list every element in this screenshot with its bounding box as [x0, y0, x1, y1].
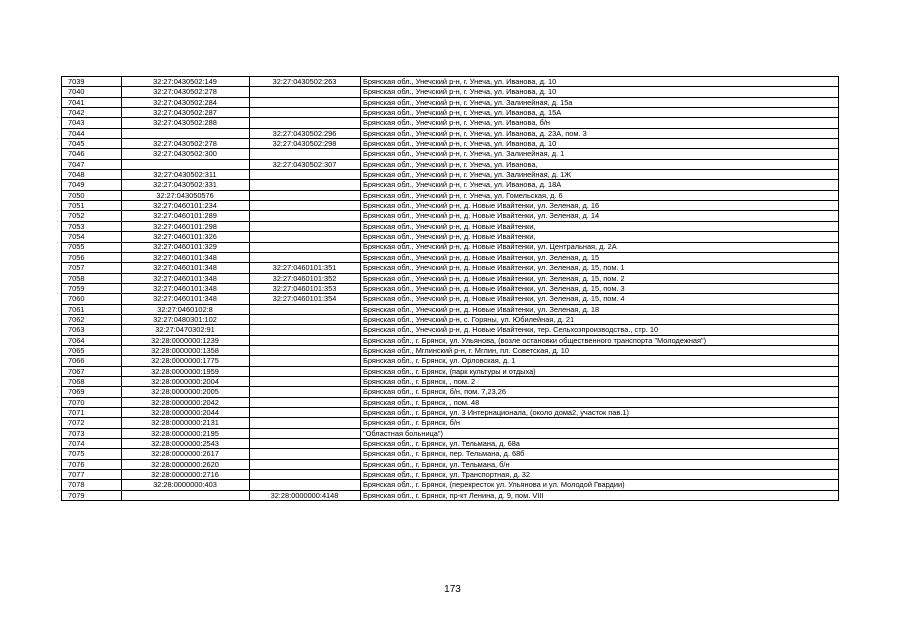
- address-cell: Брянская обл., Унечский р-н, д. Новые Ивайтенки, ул. Центральная, д. 2А: [361, 242, 839, 252]
- cadastral-number-cell: 32:27:0430502:284: [122, 97, 250, 107]
- parent-cadastral-number-cell: [250, 459, 361, 469]
- table-row: [62, 252, 839, 262]
- address-cell: Брянская обл., Унечский р-н, г. Унеча, ул. Залинейная, д. 1Ж: [361, 170, 839, 180]
- parent-cadastral-number-cell: [250, 408, 361, 418]
- table-row: [62, 428, 839, 438]
- cadastral-number-cell: 32:27:0460101:348: [122, 283, 250, 293]
- cadastral-number-cell: 32:27:0460101:348: [122, 263, 250, 273]
- table-row: [62, 294, 839, 304]
- parent-cadastral-number-cell: 32:27:0460101:352: [250, 273, 361, 283]
- table-row: [62, 325, 839, 335]
- table-row: [62, 221, 839, 231]
- cadastral-number-cell: 32:27:0460101:326: [122, 232, 250, 242]
- parent-cadastral-number-cell: [250, 418, 361, 428]
- cadastral-number-cell: 32:28:0000000:2716: [122, 470, 250, 480]
- row-number-cell: 7065: [62, 345, 122, 355]
- parent-cadastral-number-cell: 32:27:0430502:307: [250, 159, 361, 169]
- parent-cadastral-number-cell: [250, 439, 361, 449]
- row-number-cell: 7064: [62, 335, 122, 345]
- parent-cadastral-number-cell: [250, 325, 361, 335]
- address-cell: Брянская обл., г. Брянск, , пом. 2: [361, 376, 839, 386]
- address-cell: Брянская обл., г. Брянск, (парк культуры и отдыха): [361, 366, 839, 376]
- cadastral-number-cell: 32:28:0000000:2617: [122, 449, 250, 459]
- cadastral-number-cell: 32:27:0430502:287: [122, 108, 250, 118]
- parent-cadastral-number-cell: [250, 118, 361, 128]
- cadastral-number-cell: 32:28:0000000:2044: [122, 408, 250, 418]
- address-cell: Брянская обл., Унечский р-н, г. Унеча, ул. Иванова, д. 10: [361, 77, 839, 87]
- cadastral-number-cell: 32:27:0430502:288: [122, 118, 250, 128]
- parent-cadastral-number-cell: [250, 397, 361, 407]
- table-row: [62, 418, 839, 428]
- cadastral-number-cell: 32:27:0430502:278: [122, 139, 250, 149]
- row-number-cell: 7041: [62, 97, 122, 107]
- table-row: [62, 159, 839, 169]
- cadastral-number-cell: 32:27:0460101:289: [122, 211, 250, 221]
- parent-cadastral-number-cell: [250, 170, 361, 180]
- cadastral-number-cell: 32:27:0460102:8: [122, 304, 250, 314]
- address-cell: Брянская обл., Унечский р-н, г. Унеча, ул. Иванова, д. 10: [361, 139, 839, 149]
- page-number: 173: [444, 584, 461, 595]
- row-number-cell: 7078: [62, 480, 122, 490]
- address-cell: Брянская обл., Унечский р-н, д. Новые Ивайтенки,: [361, 221, 839, 231]
- address-cell: Брянская обл., Унечский р-н, д. Новые Ивайтенки, тер. Сельхозпроизводства., стр. 10: [361, 325, 839, 335]
- address-cell: Брянская обл., г. Брянск, ул. Орловская, д. 1: [361, 356, 839, 366]
- table-row: [62, 139, 839, 149]
- address-cell: Брянская обл., Унечский р-н, г. Унеча, ул. Залинейная, д. 15а: [361, 97, 839, 107]
- cadastral-number-cell: 32:28:0000000:2131: [122, 418, 250, 428]
- table-row: [62, 263, 839, 273]
- table-row: [62, 211, 839, 221]
- cadastral-number-cell: 32:27:0430502:278: [122, 87, 250, 97]
- row-number-cell: 7070: [62, 397, 122, 407]
- row-number-cell: 7050: [62, 190, 122, 200]
- table-row: [62, 242, 839, 252]
- cadastral-number-cell: 32:27:0430502:149: [122, 77, 250, 87]
- table-row: [62, 77, 839, 87]
- cadastral-number-cell: 32:27:0460101:348: [122, 252, 250, 262]
- table-row: [62, 335, 839, 345]
- table-row: [62, 356, 839, 366]
- row-number-cell: 7048: [62, 170, 122, 180]
- row-number-cell: 7055: [62, 242, 122, 252]
- parent-cadastral-number-cell: [250, 470, 361, 480]
- table-row: [62, 97, 839, 107]
- table-row: [62, 314, 839, 324]
- table-row: [62, 439, 839, 449]
- address-cell: Брянская обл., г. Брянск, пер. Тельмана, д. 68б: [361, 449, 839, 459]
- table-row: [62, 108, 839, 118]
- parent-cadastral-number-cell: [250, 242, 361, 252]
- table-row: [62, 201, 839, 211]
- row-number-cell: 7042: [62, 108, 122, 118]
- address-cell: Брянская обл., Унечский р-н, г. Унеча, ул. Иванова, д. 15А: [361, 108, 839, 118]
- parent-cadastral-number-cell: [250, 180, 361, 190]
- row-number-cell: 7054: [62, 232, 122, 242]
- table-row: [62, 397, 839, 407]
- parent-cadastral-number-cell: [250, 480, 361, 490]
- parent-cadastral-number-cell: 32:27:0430502:263: [250, 77, 361, 87]
- row-number-cell: 7074: [62, 439, 122, 449]
- row-number-cell: 7063: [62, 325, 122, 335]
- row-number-cell: 7077: [62, 470, 122, 480]
- cadastral-number-cell: [122, 159, 250, 169]
- row-number-cell: 7046: [62, 149, 122, 159]
- row-number-cell: 7051: [62, 201, 122, 211]
- cadastral-number-cell: 32:28:0000000:2620: [122, 459, 250, 469]
- table-row: [62, 470, 839, 480]
- parent-cadastral-number-cell: [250, 108, 361, 118]
- row-number-cell: 7079: [62, 490, 122, 500]
- parent-cadastral-number-cell: [250, 97, 361, 107]
- parent-cadastral-number-cell: [250, 252, 361, 262]
- address-cell: Брянская обл., Унечский р-н, д. Новые Ивайтенки, ул. Зеленая, д. 15, пом. 1: [361, 263, 839, 273]
- address-cell: Брянская обл., Унечский р-н, с. Горяны, ул. Юбилейная, д. 21: [361, 314, 839, 324]
- parent-cadastral-number-cell: [250, 376, 361, 386]
- address-cell: Брянская обл., г. Брянск, б/н: [361, 418, 839, 428]
- cadastral-number-cell: 32:27:0460101:348: [122, 294, 250, 304]
- cadastral-number-cell: 32:27:043050576: [122, 190, 250, 200]
- address-cell: Брянская обл., Унечский р-н, д. Новые Ивайтенки, ул. Зеленая, д. 15: [361, 252, 839, 262]
- table-row: [62, 490, 839, 500]
- cadastral-number-cell: 32:28:0000000:403: [122, 480, 250, 490]
- address-cell: Брянская обл., г. Брянск, ул. Тельмана, д. 68а: [361, 439, 839, 449]
- table-row: [62, 170, 839, 180]
- parent-cadastral-number-cell: [250, 304, 361, 314]
- row-number-cell: 7076: [62, 459, 122, 469]
- parent-cadastral-number-cell: [250, 190, 361, 200]
- parent-cadastral-number-cell: [250, 201, 361, 211]
- row-number-cell: 7075: [62, 449, 122, 459]
- parent-cadastral-number-cell: [250, 314, 361, 324]
- address-cell: Брянская обл., г. Брянск, ул. Тельмана, б/н: [361, 459, 839, 469]
- row-number-cell: 7072: [62, 418, 122, 428]
- row-number-cell: 7040: [62, 87, 122, 97]
- parent-cadastral-number-cell: [250, 87, 361, 97]
- row-number-cell: 7068: [62, 376, 122, 386]
- table-row: [62, 232, 839, 242]
- parent-cadastral-number-cell: [250, 428, 361, 438]
- row-number-cell: 7052: [62, 211, 122, 221]
- address-cell: Брянская обл., г. Брянск, ул. Транспортная, д. 32: [361, 470, 839, 480]
- row-number-cell: 7049: [62, 180, 122, 190]
- registry-table: [61, 76, 839, 501]
- address-cell: Брянская обл., Унечский р-н, г. Унеча, ул. Иванова, б/н: [361, 118, 839, 128]
- row-number-cell: 7060: [62, 294, 122, 304]
- row-number-cell: 7073: [62, 428, 122, 438]
- row-number-cell: 7053: [62, 221, 122, 231]
- cadastral-number-cell: 32:27:0430502:300: [122, 149, 250, 159]
- row-number-cell: 7056: [62, 252, 122, 262]
- parent-cadastral-number-cell: 32:27:0460101:354: [250, 294, 361, 304]
- address-cell: Брянская обл., Унечский р-н, г. Унеча, ул. Иванова, д. 23А, пом. 3: [361, 128, 839, 138]
- cadastral-number-cell: [122, 490, 250, 500]
- address-cell: Брянская обл., Мглинский р-н, г. Мглин, пл. Советская, д. 10: [361, 345, 839, 355]
- address-cell: Брянская обл., Унечский р-н, г. Унеча, ул. Гомельская, д. 6: [361, 190, 839, 200]
- address-cell: Брянская обл., Унечский р-н, г. Унеча, ул. Иванова, д. 18А: [361, 180, 839, 190]
- table-row: [62, 149, 839, 159]
- table-row: [62, 118, 839, 128]
- cadastral-number-cell: [122, 128, 250, 138]
- parent-cadastral-number-cell: [250, 149, 361, 159]
- address-cell: Брянская обл., Унечский р-н, д. Новые Ивайтенки, ул. Зеленая, д. 16: [361, 201, 839, 211]
- cadastral-number-cell: 32:28:0000000:2004: [122, 376, 250, 386]
- table-row: [62, 376, 839, 386]
- row-number-cell: 7044: [62, 128, 122, 138]
- cadastral-number-cell: 32:28:0000000:1775: [122, 356, 250, 366]
- address-cell: Брянская обл., г. Брянск, пр-кт Ленина, д. 9, пом. VIII: [361, 490, 839, 500]
- cadastral-number-cell: 32:27:0430502:311: [122, 170, 250, 180]
- row-number-cell: 7067: [62, 366, 122, 376]
- parent-cadastral-number-cell: [250, 211, 361, 221]
- table-row: [62, 273, 839, 283]
- table-row: [62, 459, 839, 469]
- parent-cadastral-number-cell: 32:27:0460101:353: [250, 283, 361, 293]
- address-cell: Брянская обл., г. Брянск, ул. 3 Интернационала, (около дома2, участок пав.1): [361, 408, 839, 418]
- table-row: [62, 283, 839, 293]
- parent-cadastral-number-cell: [250, 356, 361, 366]
- address-cell: Брянская обл., г. Брянск, , пом. 48: [361, 397, 839, 407]
- table-row: [62, 87, 839, 97]
- address-cell: Брянская обл., Унечский р-н, д. Новые Ивайтенки, ул. Зеленая, д. 14: [361, 211, 839, 221]
- parent-cadastral-number-cell: [250, 449, 361, 459]
- cadastral-number-cell: 32:27:0470302:91: [122, 325, 250, 335]
- row-number-cell: 7059: [62, 283, 122, 293]
- address-cell: Брянская обл., Унечский р-н, д. Новые Ивайтенки, ул. Зеленая, д. 15, пом. 2: [361, 273, 839, 283]
- row-number-cell: 7061: [62, 304, 122, 314]
- row-number-cell: 7062: [62, 314, 122, 324]
- table-body: [62, 77, 839, 501]
- cadastral-number-cell: 32:28:0000000:1239: [122, 335, 250, 345]
- parent-cadastral-number-cell: [250, 345, 361, 355]
- cadastral-number-cell: 32:28:0000000:1358: [122, 345, 250, 355]
- address-cell: Брянская обл., Унечский р-н, д. Новые Ивайтенки, ул. Зеленая, д. 18: [361, 304, 839, 314]
- address-cell: Брянская обл., г. Брянск, б/н, пом. 7,23,26: [361, 387, 839, 397]
- table-row: [62, 304, 839, 314]
- table-row: [62, 387, 839, 397]
- address-cell: Брянская обл., Унечский р-н, д. Новые Ивайтенки, ул. Зеленая, д. 15, пом. 3: [361, 283, 839, 293]
- table-row: [62, 480, 839, 490]
- parent-cadastral-number-cell: [250, 366, 361, 376]
- row-number-cell: 7057: [62, 263, 122, 273]
- row-number-cell: 7043: [62, 118, 122, 128]
- cadastral-number-cell: 32:28:0000000:2042: [122, 397, 250, 407]
- parent-cadastral-number-cell: 32:28:0000000:4148: [250, 490, 361, 500]
- parent-cadastral-number-cell: 32:27:0460101:351: [250, 263, 361, 273]
- row-number-cell: 7069: [62, 387, 122, 397]
- table-row: [62, 366, 839, 376]
- cadastral-number-cell: 32:27:0460101:234: [122, 201, 250, 211]
- parent-cadastral-number-cell: [250, 232, 361, 242]
- cadastral-number-cell: 32:27:0430502:331: [122, 180, 250, 190]
- table-row: [62, 345, 839, 355]
- table-row: [62, 408, 839, 418]
- cadastral-number-cell: 32:27:0460101:329: [122, 242, 250, 252]
- address-cell: Брянская обл., Унечский р-н, д. Новые Ивайтенки, ул. Зеленая, д. 15, пом. 4: [361, 294, 839, 304]
- address-cell: Брянская обл., г. Брянск, ул. Ульянова, (возле остановки общественного транспорта "Молодежная"): [361, 335, 839, 345]
- table-row: [62, 128, 839, 138]
- cadastral-number-cell: 32:27:0480301:102: [122, 314, 250, 324]
- cadastral-number-cell: 32:27:0460101:348: [122, 273, 250, 283]
- address-cell: Брянская обл., г. Брянск, (перекресток ул. Ульянова и ул. Молодой Гвардии): [361, 480, 839, 490]
- cadastral-number-cell: 32:28:0000000:2005: [122, 387, 250, 397]
- cadastral-number-cell: 32:28:0000000:2195: [122, 428, 250, 438]
- parent-cadastral-number-cell: [250, 387, 361, 397]
- parent-cadastral-number-cell: 32:27:0430502:298: [250, 139, 361, 149]
- address-cell: Брянская обл., Унечский р-н, г. Унеча, ул. Иванова, д. 10: [361, 87, 839, 97]
- table-row: [62, 449, 839, 459]
- address-cell: Брянская обл., Унечский р-н, г. Унеча, ул. Залинейная, д. 1: [361, 149, 839, 159]
- row-number-cell: 7039: [62, 77, 122, 87]
- table-row: [62, 180, 839, 190]
- row-number-cell: 7066: [62, 356, 122, 366]
- address-cell: Брянская обл., Унечский р-н, д. Новые Ивайтенки,: [361, 232, 839, 242]
- parent-cadastral-number-cell: 32:27:0430502:296: [250, 128, 361, 138]
- row-number-cell: 7058: [62, 273, 122, 283]
- address-cell: Брянская обл., Унечский р-н, г. Унеча, ул. Иванова,: [361, 159, 839, 169]
- cadastral-number-cell: 32:28:0000000:1959: [122, 366, 250, 376]
- row-number-cell: 7071: [62, 408, 122, 418]
- parent-cadastral-number-cell: [250, 221, 361, 231]
- row-number-cell: 7045: [62, 139, 122, 149]
- address-cell: "Областная больница"): [361, 428, 839, 438]
- cadastral-number-cell: 32:27:0460101:298: [122, 221, 250, 231]
- cadastral-number-cell: 32:28:0000000:2543: [122, 439, 250, 449]
- row-number-cell: 7047: [62, 159, 122, 169]
- table-row: [62, 190, 839, 200]
- parent-cadastral-number-cell: [250, 335, 361, 345]
